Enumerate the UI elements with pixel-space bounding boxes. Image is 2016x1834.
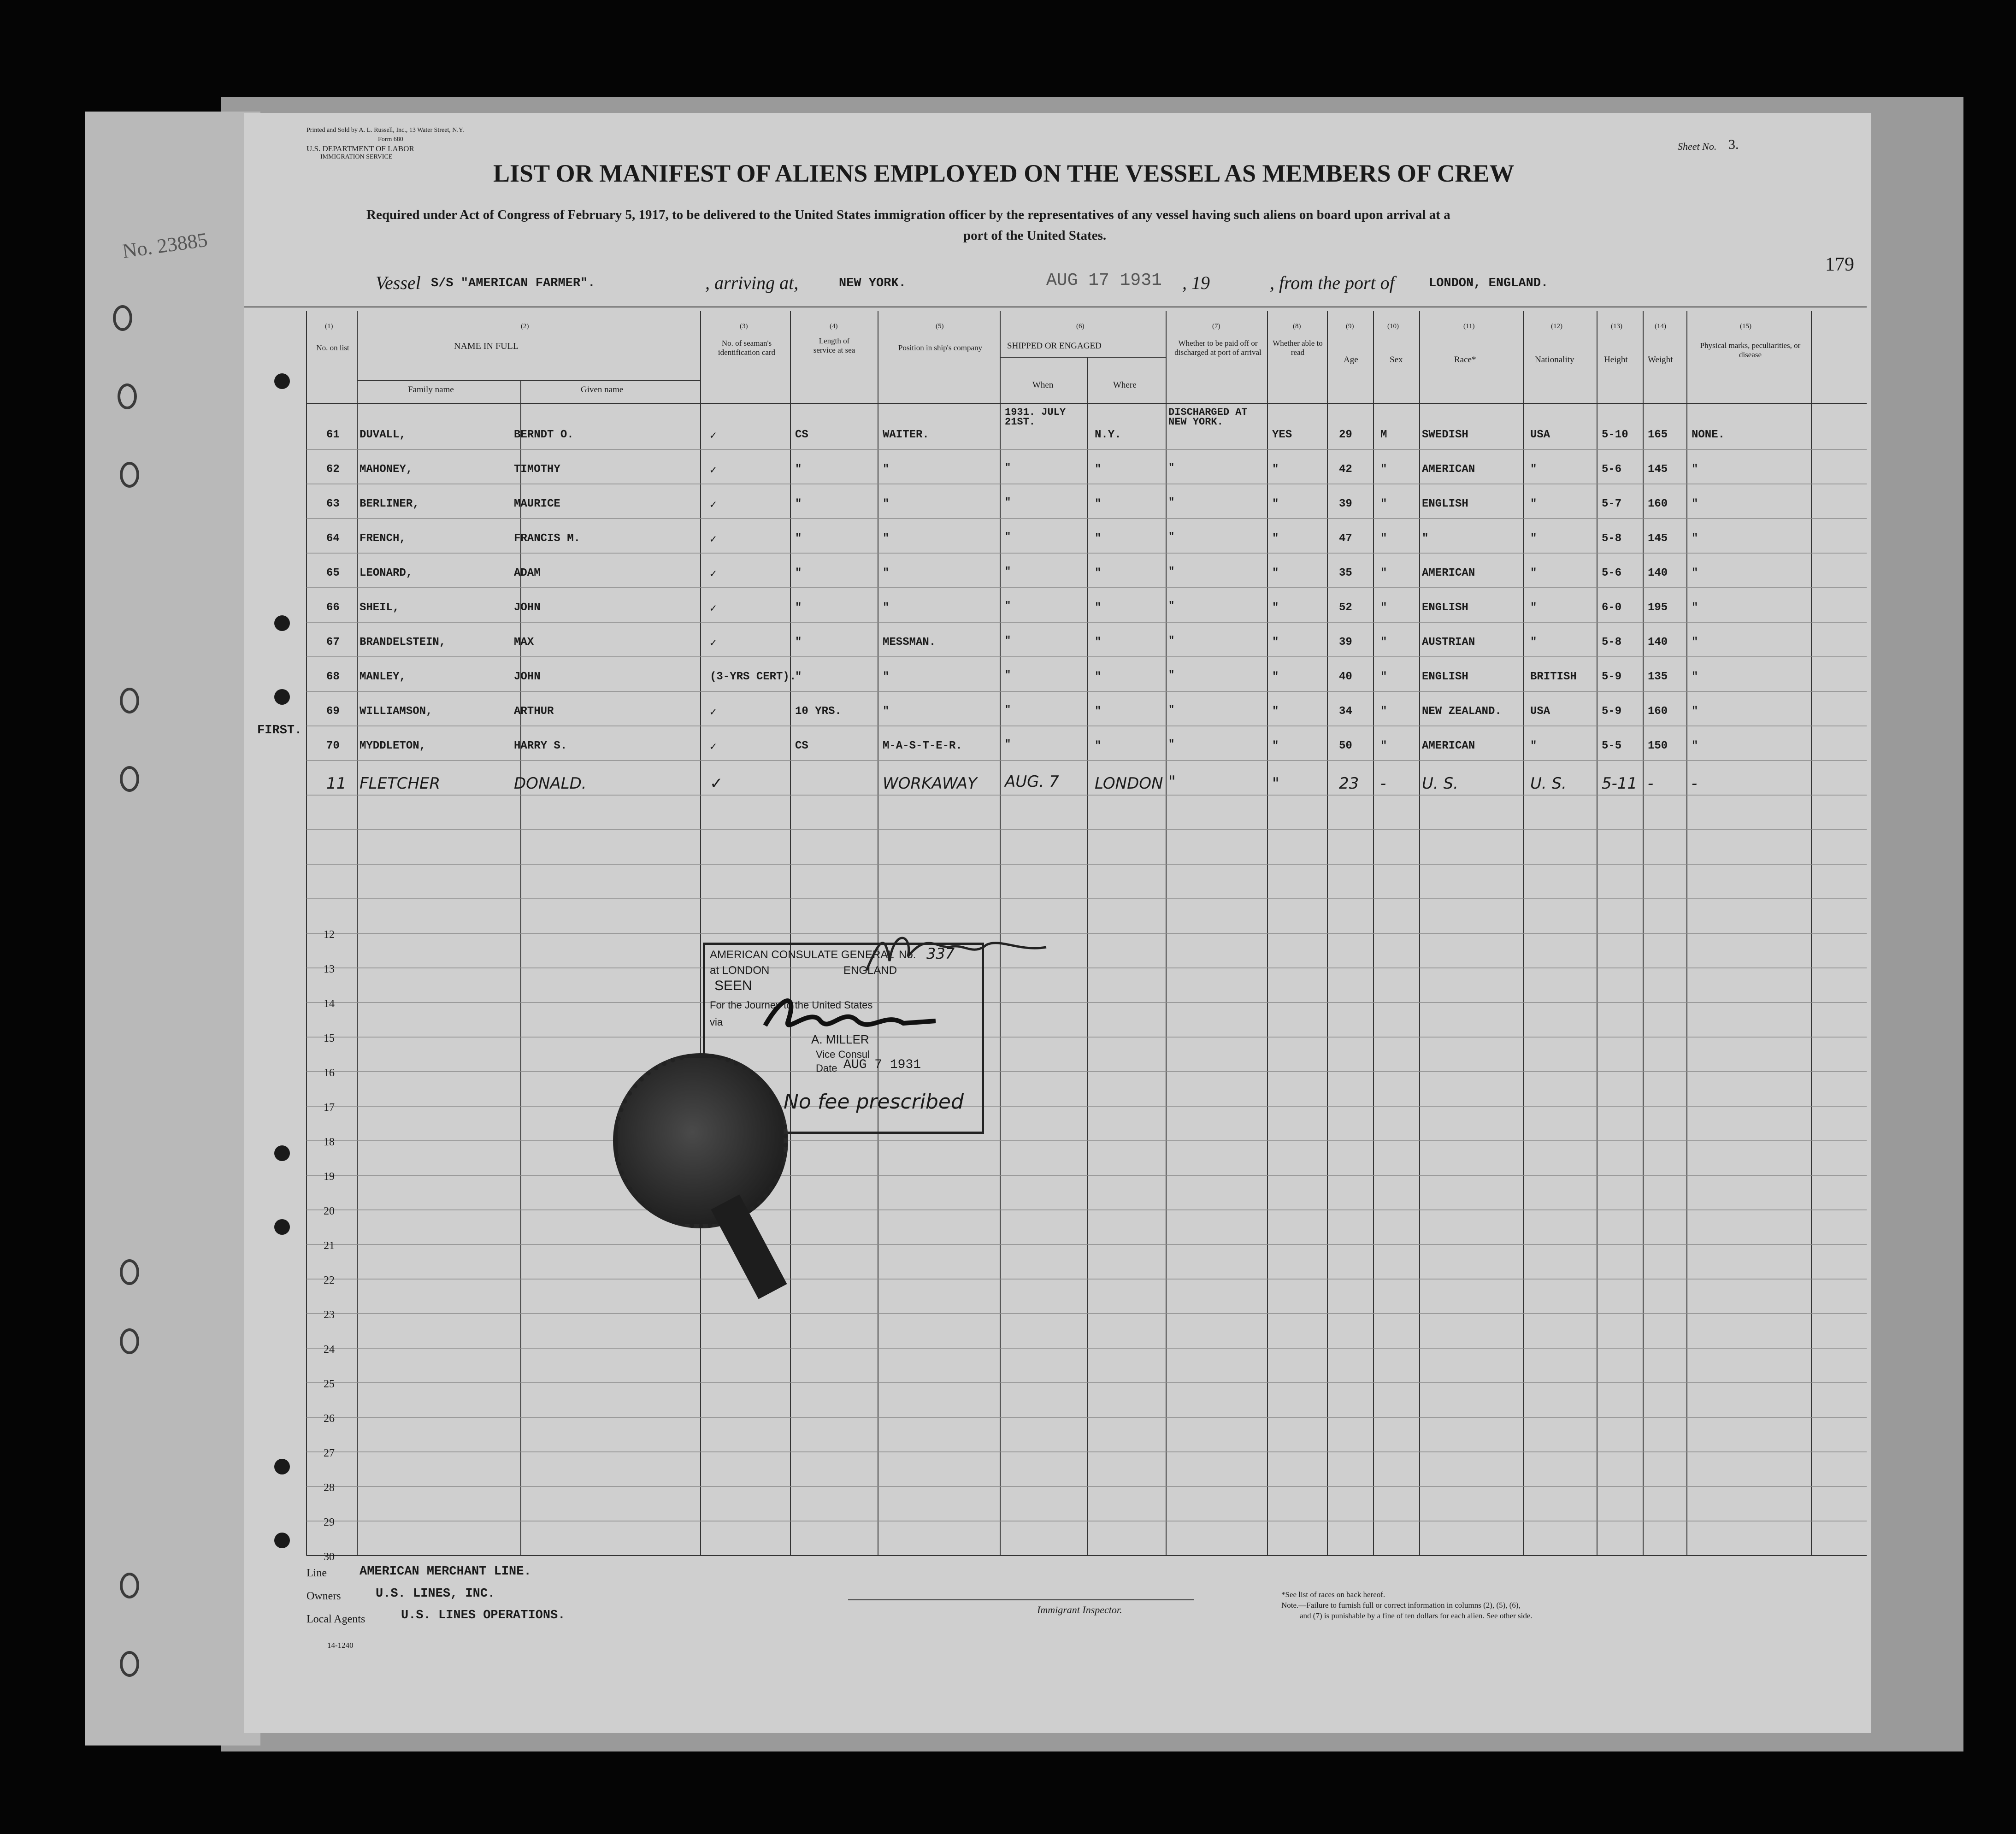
cell-service: CS — [795, 740, 808, 752]
cell-race: ENGLISH — [1422, 498, 1468, 510]
cell-marks: " — [1692, 463, 1698, 476]
cell-family: FLETCHER — [360, 774, 441, 793]
agents-value: U.S. LINES OPERATIONS. — [401, 1609, 566, 1622]
cell-age: 42 — [1339, 463, 1352, 476]
cell-race: SWEDISH — [1422, 429, 1468, 441]
footer-note-2: Note.—Failure to furnish full or correct information in columns (2), (5), (6), — [1281, 1601, 1521, 1610]
cell-when: " — [1005, 496, 1011, 508]
binder-ring — [120, 766, 139, 792]
arrival-port: NEW YORK. — [839, 277, 906, 290]
cell-position: WORKAWAY — [883, 774, 977, 793]
stamp-number: 337 — [926, 945, 955, 962]
cell-card: ✓ — [710, 741, 717, 754]
cell-sex: " — [1380, 671, 1387, 683]
cell-height: 5-6 — [1602, 463, 1622, 476]
line-value: AMERICAN MERCHANT LINE. — [360, 1565, 531, 1579]
cell-given: MAX — [514, 636, 534, 649]
cell-service: CS — [795, 429, 808, 441]
cell-no: 70 — [326, 740, 340, 752]
cell-when: " — [1005, 462, 1011, 473]
cell-no: 69 — [326, 705, 340, 718]
cell-weight: 160 — [1648, 498, 1668, 510]
blank-row-number: 18 — [324, 1136, 335, 1148]
col-weight: Weight — [1648, 355, 1673, 365]
cell-card: (3-YRS CERT). — [710, 671, 796, 683]
cell-where: " — [1095, 740, 1102, 752]
cell-height: 5-10 — [1602, 429, 1628, 441]
owners-value: U.S. LINES, INC. — [376, 1587, 495, 1601]
cell-weight: 195 — [1648, 602, 1668, 614]
cell-position: " — [883, 602, 890, 614]
cell-race: AMERICAN — [1422, 463, 1475, 476]
cell-family: WILLIAMSON, — [360, 705, 433, 718]
cell-paid: " — [1168, 773, 1176, 791]
cell-height: 5-11 — [1602, 774, 1638, 793]
stamp-title: Vice Consul — [816, 1049, 870, 1060]
blank-row-number: 17 — [324, 1102, 335, 1114]
stamp-date-label: Date — [816, 1062, 837, 1074]
col-height: Height — [1604, 355, 1628, 365]
file-folder — [85, 112, 260, 1746]
cell-paid: " — [1168, 496, 1175, 508]
cell-no: 67 — [326, 636, 340, 649]
cell-service: 10 YRS. — [795, 705, 842, 718]
cell-family: DUVALL, — [360, 429, 406, 441]
footer-form-number: 14-1240 — [327, 1641, 354, 1650]
cell-service: " — [795, 636, 802, 649]
cell-marks: - — [1692, 774, 1698, 793]
col-name-in-full: NAME IN FULL — [454, 341, 519, 351]
col2-number: (2) — [521, 323, 529, 330]
cell-paid: " — [1168, 635, 1175, 646]
binder-ring — [120, 1651, 139, 1677]
consular-seal — [613, 1053, 788, 1228]
cell-paid: " — [1168, 600, 1175, 612]
cell-service: " — [795, 532, 802, 545]
cell-position: " — [883, 532, 890, 545]
cell-no: 68 — [326, 671, 340, 683]
cell-given: TIMOTHY — [514, 463, 560, 476]
cell-race: NEW ZEALAND. — [1422, 705, 1502, 718]
printer-line: Printed and Sold by A. L. Russell, Inc., 13 Water Street, N.Y. — [307, 127, 464, 134]
stamp-via: via — [710, 1016, 723, 1028]
cell-where: " — [1095, 567, 1102, 579]
cell-where: LONDON — [1095, 774, 1163, 793]
blank-row-number: 27 — [324, 1447, 335, 1459]
blank-row-number: 24 — [324, 1344, 335, 1356]
cell-paid: " — [1168, 462, 1175, 473]
cell-when: AUG. 7 — [1005, 773, 1059, 791]
cell-read: " — [1272, 567, 1279, 579]
cell-when: 1931. JULY 21ST. — [1005, 407, 1066, 428]
cell-age: 52 — [1339, 602, 1352, 614]
blank-row-number: 13 — [324, 963, 335, 975]
blank-row-number: 28 — [324, 1482, 335, 1494]
stamp-country: ENGLAND — [843, 964, 897, 977]
binder-ring — [113, 305, 132, 331]
col3-number: (3) — [740, 323, 748, 330]
form-subtitle-2: port of the United States. — [963, 228, 1107, 243]
cell-race: " — [1422, 532, 1429, 545]
cell-sex: " — [1380, 498, 1387, 510]
col15-number: (15) — [1740, 323, 1751, 330]
cell-position: " — [883, 705, 890, 718]
cell-position: WAITER. — [883, 429, 929, 441]
cell-height: 5-9 — [1602, 705, 1622, 718]
blank-row-number: 20 — [324, 1205, 335, 1217]
departure-port: LONDON, ENGLAND. — [1429, 277, 1549, 290]
cell-race: AMERICAN — [1422, 567, 1475, 579]
cell-age: 40 — [1339, 671, 1352, 683]
cell-sex: - — [1380, 774, 1386, 793]
form-number: Form 680 — [378, 136, 403, 143]
cell-paid: " — [1168, 531, 1175, 543]
arriving-label: , arriving at, — [705, 272, 799, 293]
cell-family: MYDDLETON, — [360, 740, 426, 752]
cell-read: " — [1272, 532, 1279, 545]
cell-nat: " — [1530, 740, 1537, 752]
cell-read: " — [1272, 705, 1279, 718]
cell-race: U. S. — [1422, 774, 1458, 793]
arrival-date-stamp: AUG 17 1931 — [1046, 271, 1162, 290]
cell-age: 39 — [1339, 498, 1352, 510]
col-family-name: Family name — [408, 385, 454, 395]
cell-age: 29 — [1339, 429, 1352, 441]
cell-sex: M — [1380, 429, 1387, 441]
cell-height: 5-6 — [1602, 567, 1622, 579]
col-when: When — [1032, 380, 1054, 390]
cell-family: MAHONEY, — [360, 463, 413, 476]
blank-row-number: 14 — [324, 998, 335, 1010]
cell-when: " — [1005, 704, 1011, 715]
cell-marks: " — [1692, 740, 1698, 752]
cell-service: " — [795, 602, 802, 614]
col-able-to-read: Whether able to read — [1273, 339, 1323, 357]
cell-age: 35 — [1339, 567, 1352, 579]
cell-given: HARRY S. — [514, 740, 567, 752]
col7-number: (7) — [1212, 323, 1220, 330]
binder-ring — [120, 1328, 139, 1354]
form-title: LIST OR MANIFEST OF ALIENS EMPLOYED ON THE VESSEL AS MEMBERS OF CREW — [493, 159, 1515, 187]
cell-card: ✓ — [710, 534, 717, 546]
cell-read: " — [1272, 774, 1279, 793]
binder-ring — [120, 688, 139, 714]
blank-row-number: 29 — [324, 1516, 335, 1528]
cell-card: ✓ — [710, 774, 723, 793]
stamp-seen: SEEN — [714, 978, 752, 993]
stamp-at-london: at LONDON — [710, 964, 770, 977]
col4-number: (4) — [830, 323, 838, 330]
col5-number: (5) — [936, 323, 944, 330]
cell-height: 6-0 — [1602, 602, 1622, 614]
cell-given: ADAM — [514, 567, 541, 579]
cell-family: BERLINER, — [360, 498, 419, 510]
cell-marks: NONE. — [1692, 429, 1725, 441]
cell-given: FRANCIS M. — [514, 532, 581, 545]
cell-sex: " — [1380, 567, 1387, 579]
cell-when: " — [1005, 669, 1011, 681]
cell-sex: " — [1380, 740, 1387, 752]
cell-weight: - — [1648, 774, 1654, 793]
cell-weight: 145 — [1648, 463, 1668, 476]
cell-weight: 160 — [1648, 705, 1668, 718]
blank-row-number: 25 — [324, 1378, 335, 1390]
cell-sex: " — [1380, 636, 1387, 649]
first-class-label: FIRST. — [257, 724, 302, 737]
cell-nat: " — [1530, 567, 1537, 579]
binder-ring — [118, 383, 137, 409]
cell-position: " — [883, 498, 890, 510]
cell-weight: 140 — [1648, 636, 1668, 649]
col-sex: Sex — [1390, 355, 1403, 365]
cell-sex: " — [1380, 532, 1387, 545]
col-no-on-list: No. on list — [316, 343, 349, 352]
cell-when: " — [1005, 531, 1011, 543]
stamp-no-label: No. — [899, 949, 916, 961]
col-seaman-card: No. of seaman's identification card — [718, 339, 776, 357]
cell-service: " — [795, 671, 802, 683]
cell-where: " — [1095, 671, 1102, 683]
cell-when: " — [1005, 600, 1011, 612]
cell-no: 11 — [326, 774, 347, 793]
cell-given: JOHN — [514, 671, 541, 683]
col-physical-marks: Physical marks, peculiarities, or disease — [1700, 341, 1801, 359]
cell-paid: " — [1168, 704, 1175, 715]
col-given-name: Given name — [581, 385, 624, 395]
cell-family: SHEIL, — [360, 602, 400, 614]
manifest-page — [244, 113, 1871, 1733]
cell-service: " — [795, 567, 802, 579]
cell-marks: " — [1692, 498, 1698, 510]
cell-card: ✓ — [710, 603, 717, 615]
cell-height: 5-8 — [1602, 532, 1622, 545]
cell-card: ✓ — [710, 568, 717, 581]
cell-read: " — [1272, 463, 1279, 476]
cell-no: 62 — [326, 463, 340, 476]
cell-no: 66 — [326, 602, 340, 614]
cell-sex: " — [1380, 705, 1387, 718]
form-subtitle-1: Required under Act of Congress of February 5, 1917, to be delivered to the United States immigration officer by the representatives of any vessel having such aliens on board upon arrival at a — [366, 207, 1450, 222]
blank-row-number: 12 — [324, 929, 335, 941]
vessel-label: Vessel — [376, 272, 421, 293]
cell-sex: " — [1380, 602, 1387, 614]
handwritten-signature — [862, 920, 1055, 979]
cell-age: 47 — [1339, 532, 1352, 545]
cell-age: 50 — [1339, 740, 1352, 752]
cell-paid: " — [1168, 669, 1175, 681]
blank-row-number: 16 — [324, 1067, 335, 1079]
cell-paid: " — [1168, 566, 1175, 577]
cell-weight: 140 — [1648, 567, 1668, 579]
cell-card: ✓ — [710, 499, 717, 512]
col-nationality: Nationality — [1535, 355, 1574, 365]
cell-height: 5-7 — [1602, 498, 1622, 510]
cell-nat: " — [1530, 463, 1537, 476]
cell-weight: 145 — [1648, 532, 1668, 545]
cell-position: M-A-S-T-E-R. — [883, 740, 962, 752]
cell-weight: 135 — [1648, 671, 1668, 683]
cell-where: " — [1095, 463, 1102, 476]
cell-family: FRENCH, — [360, 532, 406, 545]
col-position: Position in ship's company — [898, 343, 983, 352]
cell-where: N.Y. — [1095, 429, 1121, 441]
cell-where: " — [1095, 498, 1102, 510]
cell-when: " — [1005, 738, 1011, 750]
col-paid-off: Whether to be paid off or discharged at port of arrival — [1174, 339, 1261, 357]
cell-position: " — [883, 567, 890, 579]
cell-marks: " — [1692, 567, 1698, 579]
cell-read: " — [1272, 671, 1279, 683]
cell-card: ✓ — [710, 430, 717, 442]
stamp-consulate: AMERICAN CONSULATE GENERAL — [710, 949, 894, 961]
cell-given: DONALD. — [514, 774, 587, 793]
cell-read: YES — [1272, 429, 1292, 441]
cell-marks: " — [1692, 671, 1698, 683]
cell-given: JOHN — [514, 602, 541, 614]
cell-marks: " — [1692, 602, 1698, 614]
col9-number: (9) — [1346, 323, 1354, 330]
footer-note-3: and (7) is punishable by a fine of ten dollars for each alien. See other side. — [1300, 1611, 1533, 1620]
cell-nat: USA — [1530, 429, 1550, 441]
cell-weight: 165 — [1648, 429, 1668, 441]
cell-no: 61 — [326, 429, 340, 441]
cell-nat: U. S. — [1530, 774, 1567, 793]
col14-number: (14) — [1655, 323, 1666, 330]
cell-given: ARTHUR — [514, 705, 554, 718]
cell-where: " — [1095, 532, 1102, 545]
cell-given: BERNDT O. — [514, 429, 574, 441]
cell-sex: " — [1380, 463, 1387, 476]
blank-row-number: 23 — [324, 1309, 335, 1321]
cell-given: MAURICE — [514, 498, 560, 510]
col1-number: (1) — [325, 323, 333, 330]
line-label: Line — [307, 1567, 327, 1579]
cell-card: ✓ — [710, 707, 717, 719]
vessel-name: S/S "AMERICAN FARMER". — [431, 277, 595, 290]
stamp-note: No fee prescribed — [784, 1090, 964, 1114]
sheet-label: Sheet No. — [1678, 141, 1717, 152]
cell-family: BRANDELSTEIN, — [360, 636, 446, 649]
col-where: Where — [1113, 380, 1137, 390]
cell-weight: 150 — [1648, 740, 1668, 752]
col-age: Age — [1344, 355, 1358, 365]
cell-nat: " — [1530, 532, 1537, 545]
cell-where: " — [1095, 602, 1102, 614]
cell-position: MESSMAN. — [883, 636, 936, 649]
cell-nat: USA — [1530, 705, 1550, 718]
cell-where: " — [1095, 636, 1102, 649]
col-length-service: Length of service at sea — [813, 336, 855, 354]
cell-service: " — [795, 463, 802, 476]
cell-card: ✓ — [710, 465, 717, 477]
cell-marks: " — [1692, 636, 1698, 649]
cell-family: MANLEY, — [360, 671, 406, 683]
blank-row-number: 19 — [324, 1171, 335, 1183]
cell-paid: " — [1168, 738, 1175, 750]
cell-height: 5-5 — [1602, 740, 1622, 752]
cell-where: " — [1095, 705, 1102, 718]
col6-number: (6) — [1076, 323, 1085, 330]
cell-read: " — [1272, 602, 1279, 614]
cell-nat: " — [1530, 636, 1537, 649]
department: U.S. DEPARTMENT OF LABOR — [307, 144, 414, 153]
col8-number: (8) — [1293, 323, 1301, 330]
col11-number: (11) — [1463, 323, 1475, 330]
cell-when: " — [1005, 635, 1011, 646]
cell-age: 23 — [1339, 774, 1359, 793]
cell-no: 65 — [326, 567, 340, 579]
cell-nat: " — [1530, 602, 1537, 614]
col12-number: (12) — [1551, 323, 1562, 330]
col-shipped-engaged: SHIPPED OR ENGAGED — [1007, 341, 1102, 351]
cell-marks: " — [1692, 532, 1698, 545]
cell-marks: " — [1692, 705, 1698, 718]
sheet-number: 3. — [1728, 137, 1739, 152]
cell-nat: BRITISH — [1530, 671, 1577, 683]
binder-ring — [120, 1259, 139, 1285]
cell-age: 39 — [1339, 636, 1352, 649]
binder-ring — [120, 462, 139, 488]
cell-card: ✓ — [710, 637, 717, 650]
from-port-label: , from the port of — [1270, 272, 1395, 293]
blank-row-number: 30 — [324, 1551, 335, 1563]
footer-note-1: *See list of races on back hereof. — [1281, 1590, 1385, 1599]
blank-row-number: 21 — [324, 1240, 335, 1252]
col-race: Race* — [1454, 355, 1476, 365]
cell-nat: " — [1530, 498, 1537, 510]
cell-no: 63 — [326, 498, 340, 510]
inspector-signature-line — [848, 1599, 1194, 1600]
binder-ring — [120, 1573, 139, 1598]
service: IMMIGRATION SERVICE — [320, 153, 393, 160]
cell-read: " — [1272, 636, 1279, 649]
arrival-stamp: No. 23885 — [121, 228, 209, 263]
cell-position: " — [883, 671, 890, 683]
cell-read: " — [1272, 498, 1279, 510]
cell-read: " — [1272, 740, 1279, 752]
cell-family: LEONARD, — [360, 567, 413, 579]
cell-age: 34 — [1339, 705, 1352, 718]
stamp-date: AUG 7 1931 — [843, 1058, 921, 1072]
year-label: , 19 — [1182, 272, 1210, 293]
cell-race: ENGLISH — [1422, 602, 1468, 614]
cell-height: 5-8 — [1602, 636, 1622, 649]
cell-race: ENGLISH — [1422, 671, 1468, 683]
owners-label: Owners — [307, 1590, 341, 1602]
cell-height: 5-9 — [1602, 671, 1622, 683]
col13-number: (13) — [1611, 323, 1622, 330]
page-number: 179 — [1825, 254, 1854, 275]
blank-row-number: 15 — [324, 1032, 335, 1044]
col10-number: (10) — [1387, 323, 1399, 330]
blank-row-number: 22 — [324, 1274, 335, 1286]
cell-when: " — [1005, 566, 1011, 577]
blank-row-number: 26 — [324, 1413, 335, 1425]
stamp-journey: For the Journey to the United States — [710, 999, 873, 1011]
cell-position: " — [883, 463, 890, 476]
cell-race: AUSTRIAN — [1422, 636, 1475, 649]
agents-label: Local Agents — [307, 1613, 365, 1625]
cell-no: 64 — [326, 532, 340, 545]
stamp-signer: A. MILLER — [811, 1032, 869, 1046]
cell-service: " — [795, 498, 802, 510]
inspector-label: Immigrant Inspector. — [1037, 1604, 1122, 1616]
cell-paid: DISCHARGED AT NEW YORK. — [1168, 407, 1248, 428]
cell-race: AMERICAN — [1422, 740, 1475, 752]
